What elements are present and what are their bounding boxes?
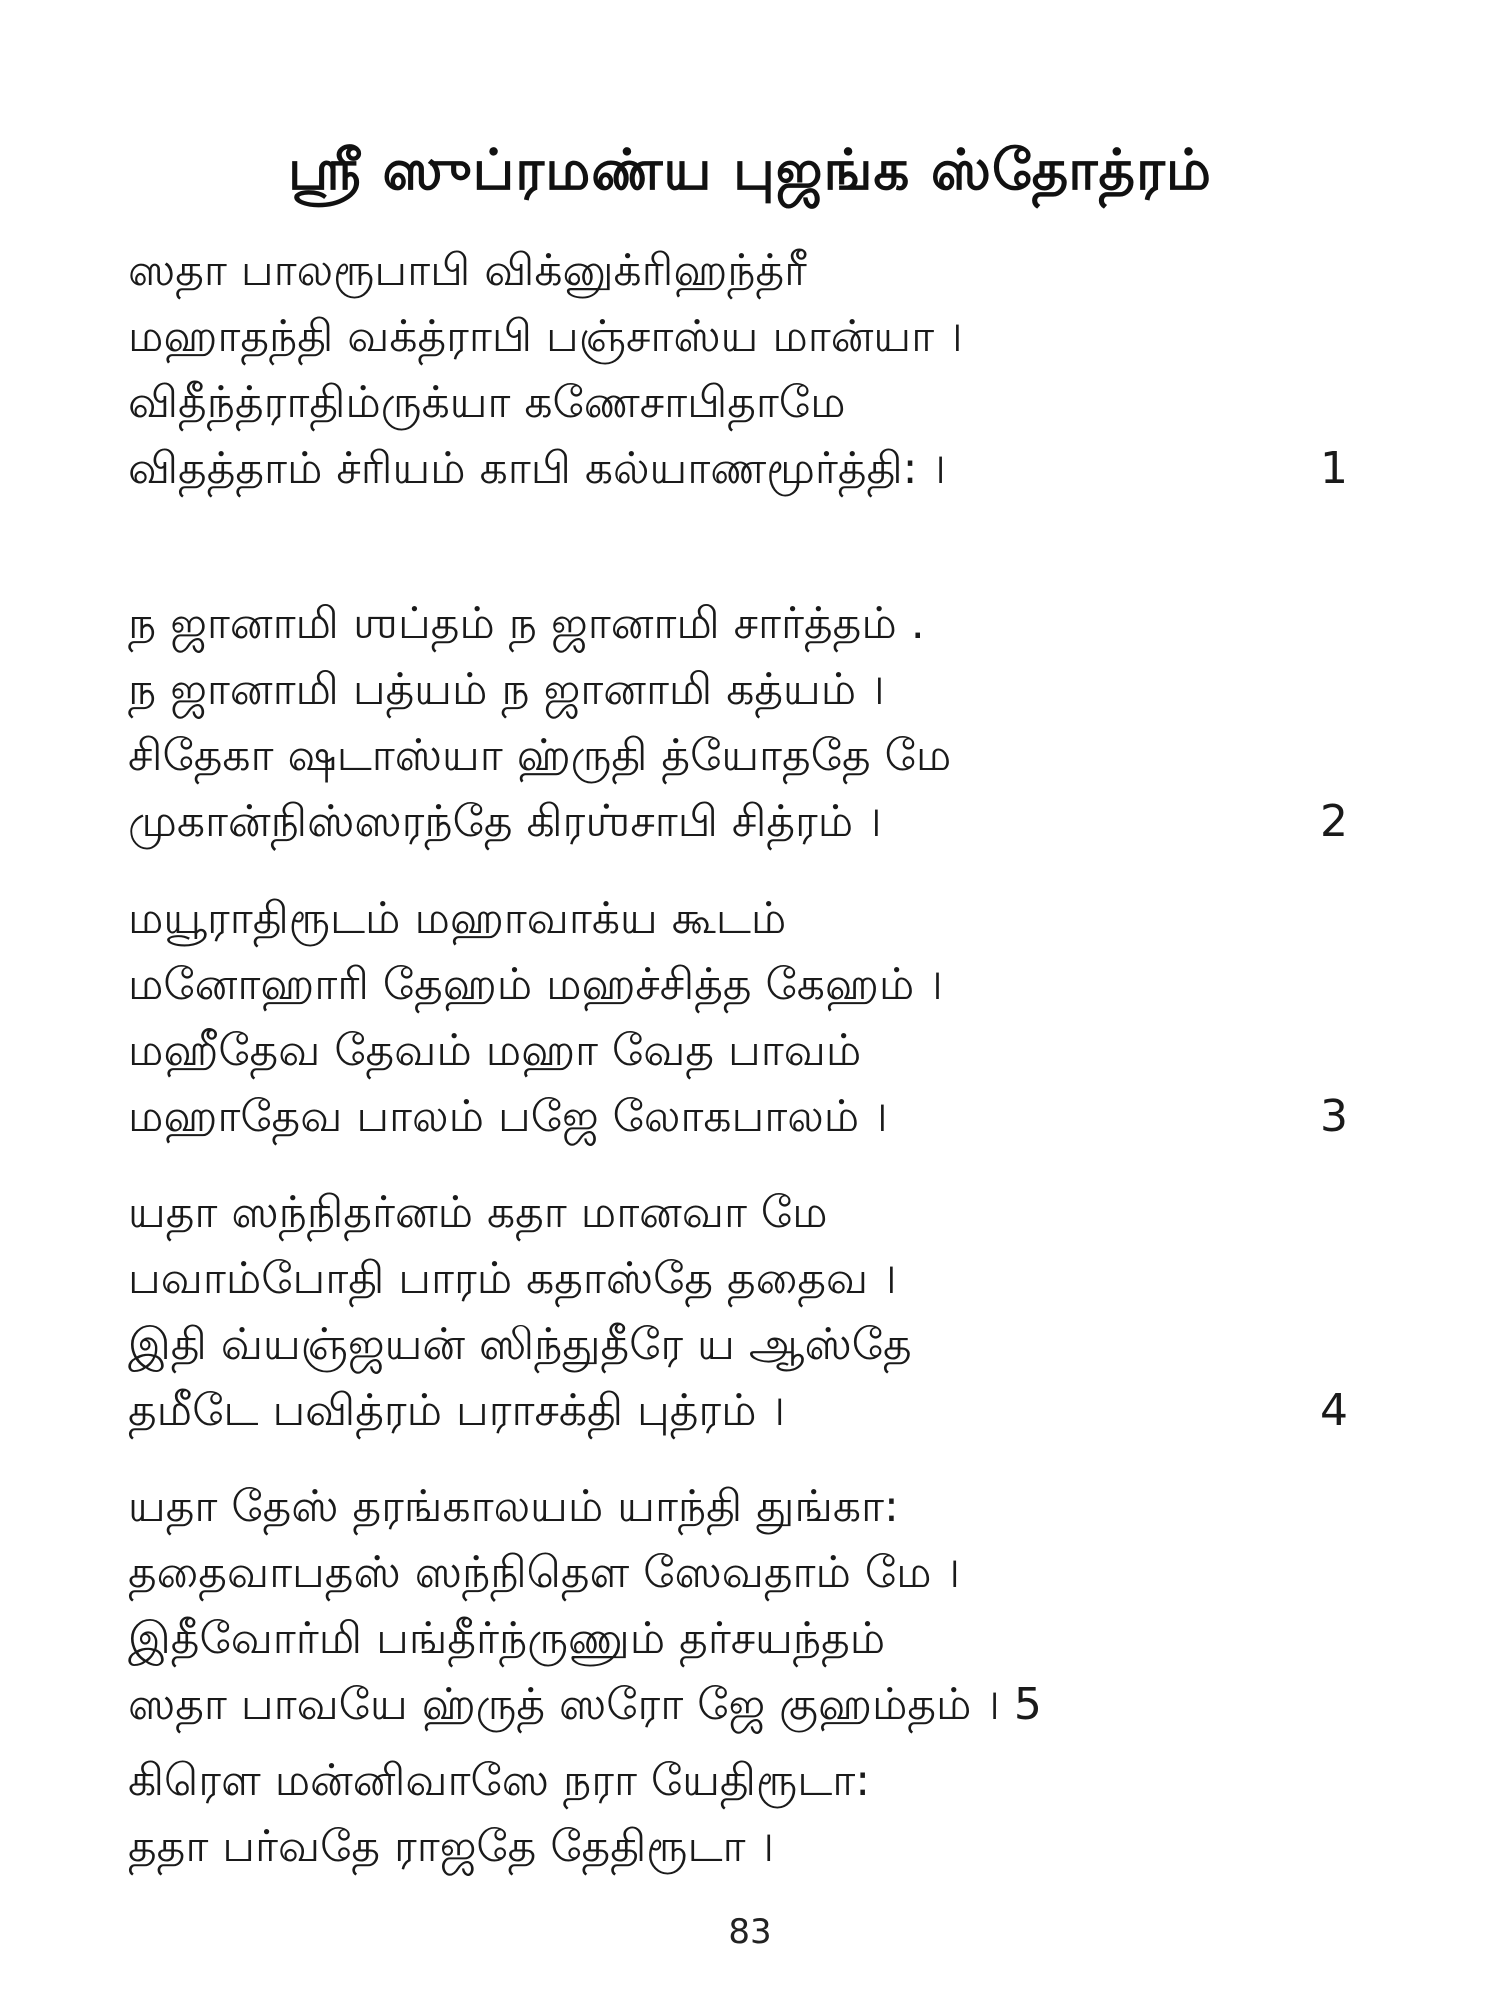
verse-line-with-number (128, 1672, 1348, 1738)
verse-line: இதி வ்யஞ்ஜயன் ஸிந்துதீரே ய ஆஸ்தே (128, 1319, 912, 1370)
verse-text: ஸதா பாவயே ஹ்ருத் ஸரோ ஜே குஹம்தம் । (128, 1679, 1000, 1730)
verse-text: விதத்தாம் ச்ரியம் காபி கல்யாணமூர்த்தி: । (128, 443, 946, 494)
verse-number: 2 (1320, 796, 1348, 847)
verse-number: 5 (1013, 1679, 1042, 1730)
verse-line: விதீந்த்ராதிம்ருக்யா கணேசாபிதாமே (128, 377, 846, 428)
verse-line-with-number (128, 436, 1348, 502)
page-title: ஸ்ரீ ஸுப்ரமண்ய புஜங்க ஸ்தோத்ரம் (288, 138, 1212, 203)
verse-number: 4 (1320, 1385, 1348, 1436)
verse-line: மஹீதேவ தேவம் மஹா வேத பாவம் (128, 1025, 862, 1076)
verse-text: தமீடே பவித்ரம் பராசக்தி புத்ரம் । (128, 1385, 786, 1436)
verse-line: யதா ஸந்நிதர்னம் கதா மானவா மே (128, 1187, 828, 1238)
stanza-2 (128, 591, 1348, 855)
stanza-5 (128, 1474, 1348, 1738)
verse-line-with-number (128, 789, 1348, 855)
stanza-4 (128, 1180, 1348, 1444)
verse-text: மஹாதேவ பாலம் பஜே லோகபாலம் । (128, 1091, 888, 1142)
verse-line: மயூராதிரூடம் மஹாவாக்ய கூடம் (128, 893, 787, 944)
verse-line: சிதேகா ஷடாஸ்யா ஹ்ருதி த்யோததே மே (128, 730, 952, 781)
verse-line: இதீவோர்மி பங்தீர்ந்ருணும் தர்சயந்தம் (128, 1613, 886, 1664)
verse-line: ததைவாபதஸ் ஸந்நிதௌ ஸேவதாம் மே । (128, 1547, 961, 1598)
verse-line: ந ஜானாமி பத்யம் ந ஜானாமி கத்யம் । (128, 664, 885, 715)
verse-line-with-number (128, 1084, 1348, 1150)
verse-text: முகான்நிஸ்ஸரந்தே கிரஶ்சாபி சித்ரம் । (128, 796, 882, 847)
verse-line: ந ஜானாமி ஶப்தம் ந ஜானாமி சார்த்தம் . (128, 598, 925, 649)
verse-line: ததா பர்வதே ராஜதே தேதிரூடா । (128, 1821, 775, 1872)
verse-number: 3 (1320, 1091, 1348, 1142)
verse-line: ஸதா பாலரூபாபி விக்னுக்ரிஹந்த்ரீ (128, 245, 807, 296)
verse-line: மனோஹாரி தேஹம் மஹச்சித்த கேஹம் । (128, 959, 943, 1010)
verse-line: யதா தேஸ் தரங்காலயம் யாந்தி துங்கா: (128, 1481, 899, 1532)
stanza-3 (128, 886, 1348, 1150)
verse-number: 1 (1320, 443, 1348, 494)
verse-line: பவாம்போதி பாரம் கதாஸ்தே ததைவ । (128, 1253, 897, 1304)
verse-line: மஹாதந்தி வக்த்ராபி பஞ்சாஸ்ய மான்யா । (128, 311, 963, 362)
verse-line-with-number (128, 1378, 1348, 1444)
verse-line: கிரௌ மன்னிவாஸே நரா யேதிரூடா: (128, 1755, 871, 1806)
stanza-1 (128, 238, 1348, 502)
stanza-6 (128, 1748, 1348, 1880)
page-number: 83 (728, 1912, 772, 1952)
